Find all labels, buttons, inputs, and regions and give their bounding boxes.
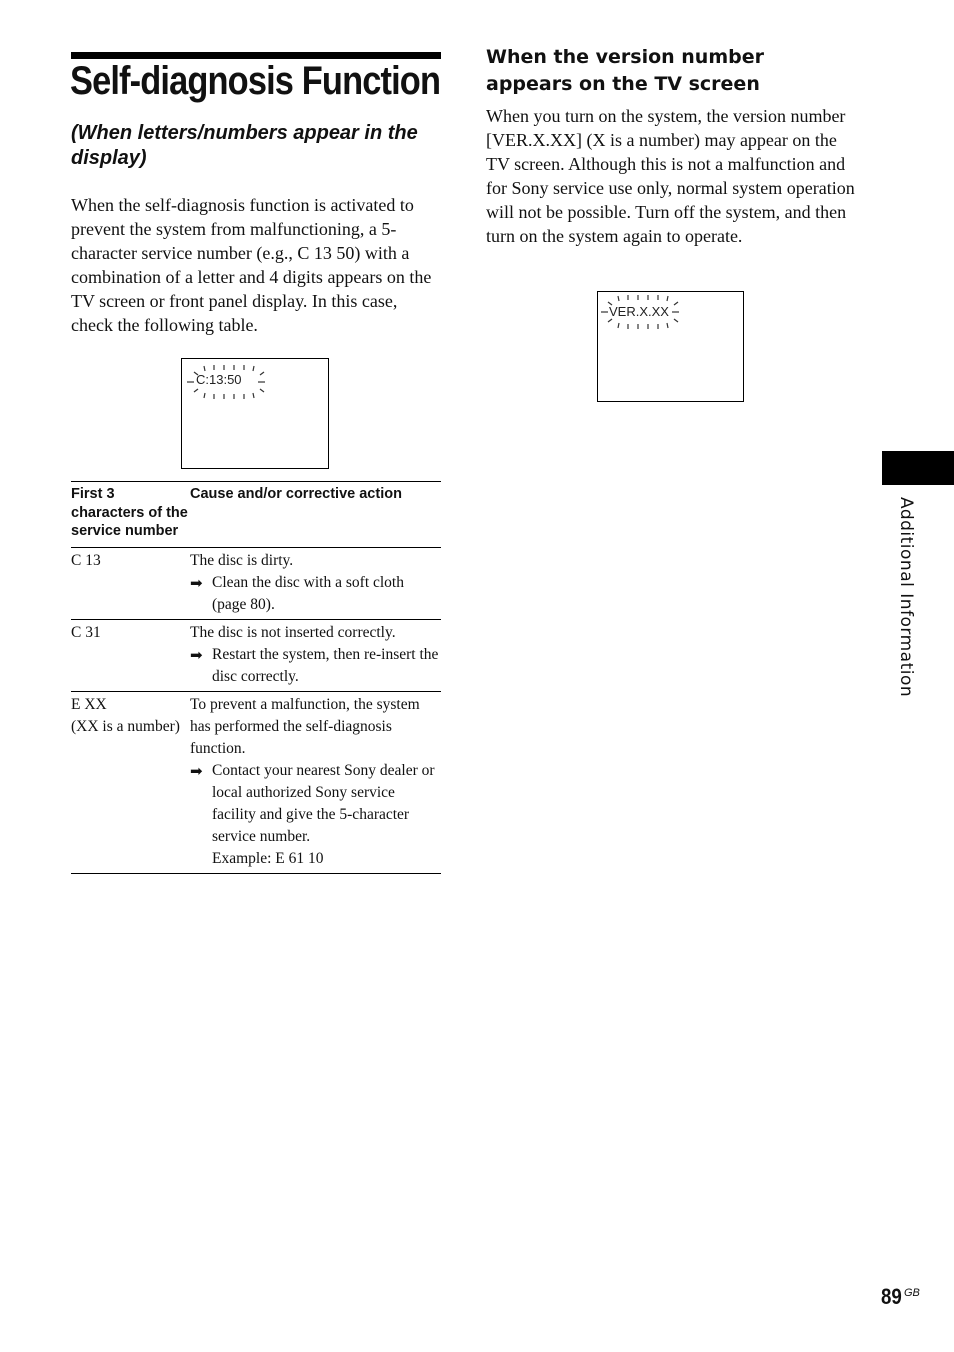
action-text: Clean the disc with a soft cloth (page 80). — [212, 573, 404, 613]
table-header-row — [71, 482, 441, 548]
page-title: Self-diagnosis Function — [70, 59, 441, 103]
service-code-cell — [71, 547, 190, 619]
cause-text: The disc is dirty. — [190, 551, 294, 569]
version-number-display: VER.X.XX — [609, 304, 669, 319]
service-code-note: (XX is a number) — [71, 717, 180, 735]
cause-action-cell — [190, 691, 441, 873]
right-arrow-icon: ➡ — [190, 573, 203, 592]
cause-action-cell — [190, 619, 441, 691]
cause-text: The disc is not inserted correctly. — [190, 623, 396, 641]
version-section-body: When you turn on the system, the version number [VER.X.XX] (X is a number) may appear on the TV screen. Although this is not a malfunction and for Sony service use only, normal system operation will not be possible. Turn off the system, and then turn on the system again to operate. — [486, 106, 855, 246]
column-header-action: Cause and/or corrective action — [190, 482, 441, 548]
cause-text: To prevent a malfunction, the system has performed the self-diagnosis function. — [190, 695, 420, 757]
section-side-label: Additional Information — [896, 497, 916, 698]
tv-screen-illustration — [597, 291, 744, 402]
action-text: Contact your nearest Sony dealer or local authorized Sony service facility and give the 5-character service number. — [212, 761, 435, 845]
example-text: Example: E 61 10 — [212, 849, 324, 867]
page-number: 89 — [881, 1284, 902, 1309]
service-code: E XX — [71, 695, 107, 713]
intro-paragraph: When the self-diagnosis function is activated to prevent the system from malfunctioning, a 5-character service number (e.g., C 13 50) with a combination of a letter and 4 digits appears on the TV screen or front panel display. In this case, check the following table. — [71, 195, 432, 335]
title-rule — [71, 52, 441, 59]
service-code-cell — [71, 691, 190, 873]
section-tab-marker — [882, 451, 954, 485]
service-code: C 31 — [71, 623, 101, 641]
right-arrow-icon: ➡ — [190, 645, 203, 664]
section-subheading: (When letters/numbers appear in the display) — [71, 122, 418, 169]
service-number-table — [71, 481, 441, 874]
version-section-heading: When the version number appears on the TV screen — [486, 46, 764, 95]
service-code-cell — [71, 619, 190, 691]
action-text: Restart the system, then re-insert the disc correctly. — [212, 645, 439, 685]
page-number-suffix: GB — [904, 1287, 920, 1299]
right-arrow-icon: ➡ — [190, 761, 203, 780]
table-row — [71, 691, 441, 873]
service-code: C 13 — [71, 551, 101, 569]
table-row — [71, 619, 441, 691]
tv-screen-illustration — [181, 358, 329, 469]
column-header-code: First 3 characters of the service number — [71, 482, 190, 548]
cause-action-cell — [190, 547, 441, 619]
service-number-display: C:13:50 — [196, 372, 242, 387]
table-row — [71, 547, 441, 619]
